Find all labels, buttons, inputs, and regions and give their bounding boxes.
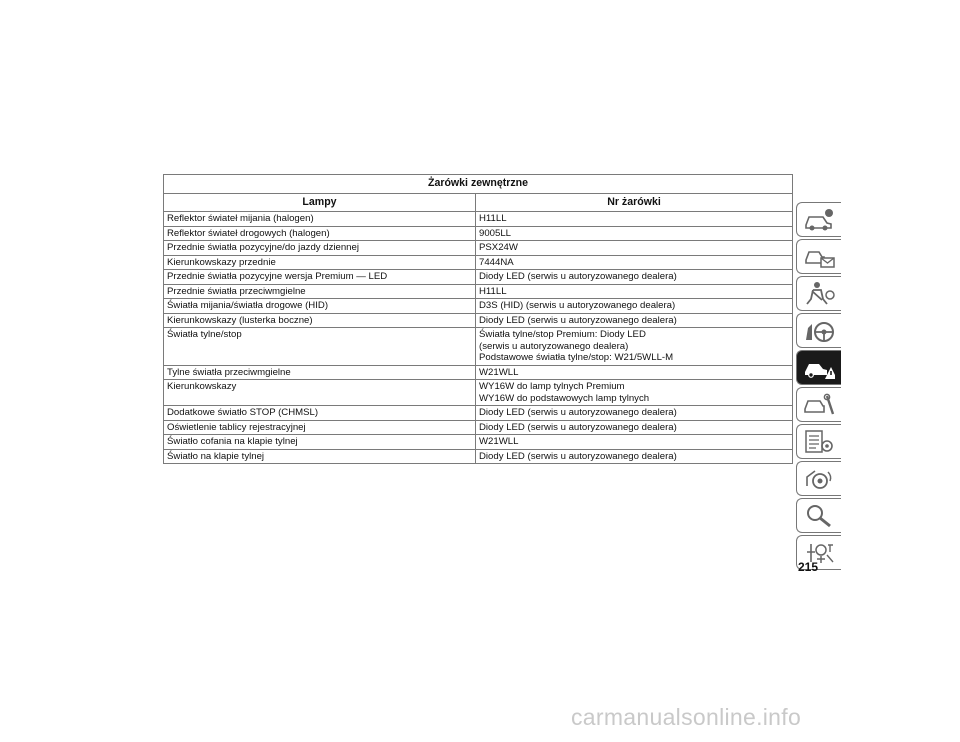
bulb-number-cell: Diody LED (serwis u autoryzowanego dealera)	[476, 270, 793, 285]
bulb-number-cell: Diody LED (serwis u autoryzowanego dealera)	[476, 449, 793, 464]
table-title: Żarówki zewnętrzne	[164, 175, 793, 194]
lamp-name-cell: Kierunkowskazy (lusterka boczne)	[164, 313, 476, 328]
table-row	[164, 420, 793, 435]
table-row	[164, 313, 793, 328]
bulb-number-cell: H11LL	[476, 212, 793, 227]
lamp-name-cell: Przednie światła pozycyjne wersja Premium — LED	[164, 270, 476, 285]
table-row	[164, 299, 793, 314]
table-row	[164, 226, 793, 241]
tab-service[interactable]	[796, 387, 841, 422]
column-header-bulb-number: Nr żarówki	[476, 193, 793, 212]
tab-car-mail[interactable]	[796, 239, 841, 274]
bulb-number-cell: Diody LED (serwis u autoryzowanego dealera)	[476, 406, 793, 421]
bulb-number-cell: WY16W do lamp tylnych Premium WY16W do podstawowych lamp tylnych	[476, 380, 793, 406]
lamp-name-cell: Dodatkowe światło STOP (CHMSL)	[164, 406, 476, 421]
bulb-number-cell: Diody LED (serwis u autoryzowanego dealera)	[476, 313, 793, 328]
bulb-number-cell: 7444NA	[476, 255, 793, 270]
lamp-name-cell: Reflektor świateł drogowych (halogen)	[164, 226, 476, 241]
lamp-name-cell: Oświetlenie tablicy rejestracyjnej	[164, 420, 476, 435]
tab-safety[interactable]	[796, 276, 841, 311]
bulb-number-cell: D3S (HID) (serwis u autoryzowanego dealera)	[476, 299, 793, 314]
tab-car-info[interactable]	[796, 202, 841, 237]
car-wrench-icon	[803, 392, 835, 417]
table-row	[164, 212, 793, 227]
lamp-name-cell: Światła mijania/światła drogowe (HID)	[164, 299, 476, 314]
bulb-number-cell: H11LL	[476, 284, 793, 299]
steering-wheel-icon	[803, 318, 835, 343]
exterior-bulbs-table	[163, 174, 793, 464]
table-row	[164, 380, 793, 406]
tab-driving[interactable]	[796, 313, 841, 348]
table-row	[164, 365, 793, 380]
lamp-name-cell: Przednie światła pozycyjne/do jazdy dziennej	[164, 241, 476, 256]
car-info-icon	[803, 207, 835, 232]
lamp-name-cell: Kierunkowskazy	[164, 380, 476, 406]
table-row	[164, 255, 793, 270]
table-row	[164, 435, 793, 450]
tab-index[interactable]	[796, 498, 841, 533]
lamp-name-cell: Kierunkowskazy przednie	[164, 255, 476, 270]
index-search-icon	[803, 503, 835, 528]
column-header-lamps: Lampy	[164, 193, 476, 212]
lamp-name-cell: Przednie światła przeciwmgielne	[164, 284, 476, 299]
lamp-name-cell: Światła tylne/stop	[164, 328, 476, 366]
multimedia-icon	[803, 466, 835, 491]
car-mail-icon	[803, 244, 835, 269]
car-warning-icon	[803, 355, 835, 380]
lamp-name-cell: Reflektor świateł mijania (halogen)	[164, 212, 476, 227]
tab-emergency[interactable]	[796, 350, 841, 385]
bulb-number-cell: Światła tylne/stop Premium: Diody LED (serwis u autoryzowanego dealera) Podstawowe światła tylne/stop: W21/5WLL-M	[476, 328, 793, 366]
bulb-number-cell: 9005LL	[476, 226, 793, 241]
lamp-name-cell: Tylne światła przeciwmgielne	[164, 365, 476, 380]
page-number: 215	[798, 560, 819, 574]
tab-specifications[interactable]	[796, 424, 841, 459]
tab-multimedia[interactable]	[796, 461, 841, 496]
bulb-number-cell: W21WLL	[476, 365, 793, 380]
table-row	[164, 284, 793, 299]
watermark: carmanualsonline.info	[571, 704, 802, 730]
bulb-number-cell: Diody LED (serwis u autoryzowanego dealera)	[476, 420, 793, 435]
table-row	[164, 270, 793, 285]
table-row	[164, 406, 793, 421]
person-seatbelt-icon	[803, 281, 835, 306]
specifications-list-icon	[803, 429, 835, 454]
lamp-name-cell: Światło na klapie tylnej	[164, 449, 476, 464]
table-row	[164, 328, 793, 366]
table-row	[164, 449, 793, 464]
table-row	[164, 241, 793, 256]
lamp-name-cell: Światło cofania na klapie tylnej	[164, 435, 476, 450]
bulb-number-cell: PSX24W	[476, 241, 793, 256]
bulb-number-cell: W21WLL	[476, 435, 793, 450]
